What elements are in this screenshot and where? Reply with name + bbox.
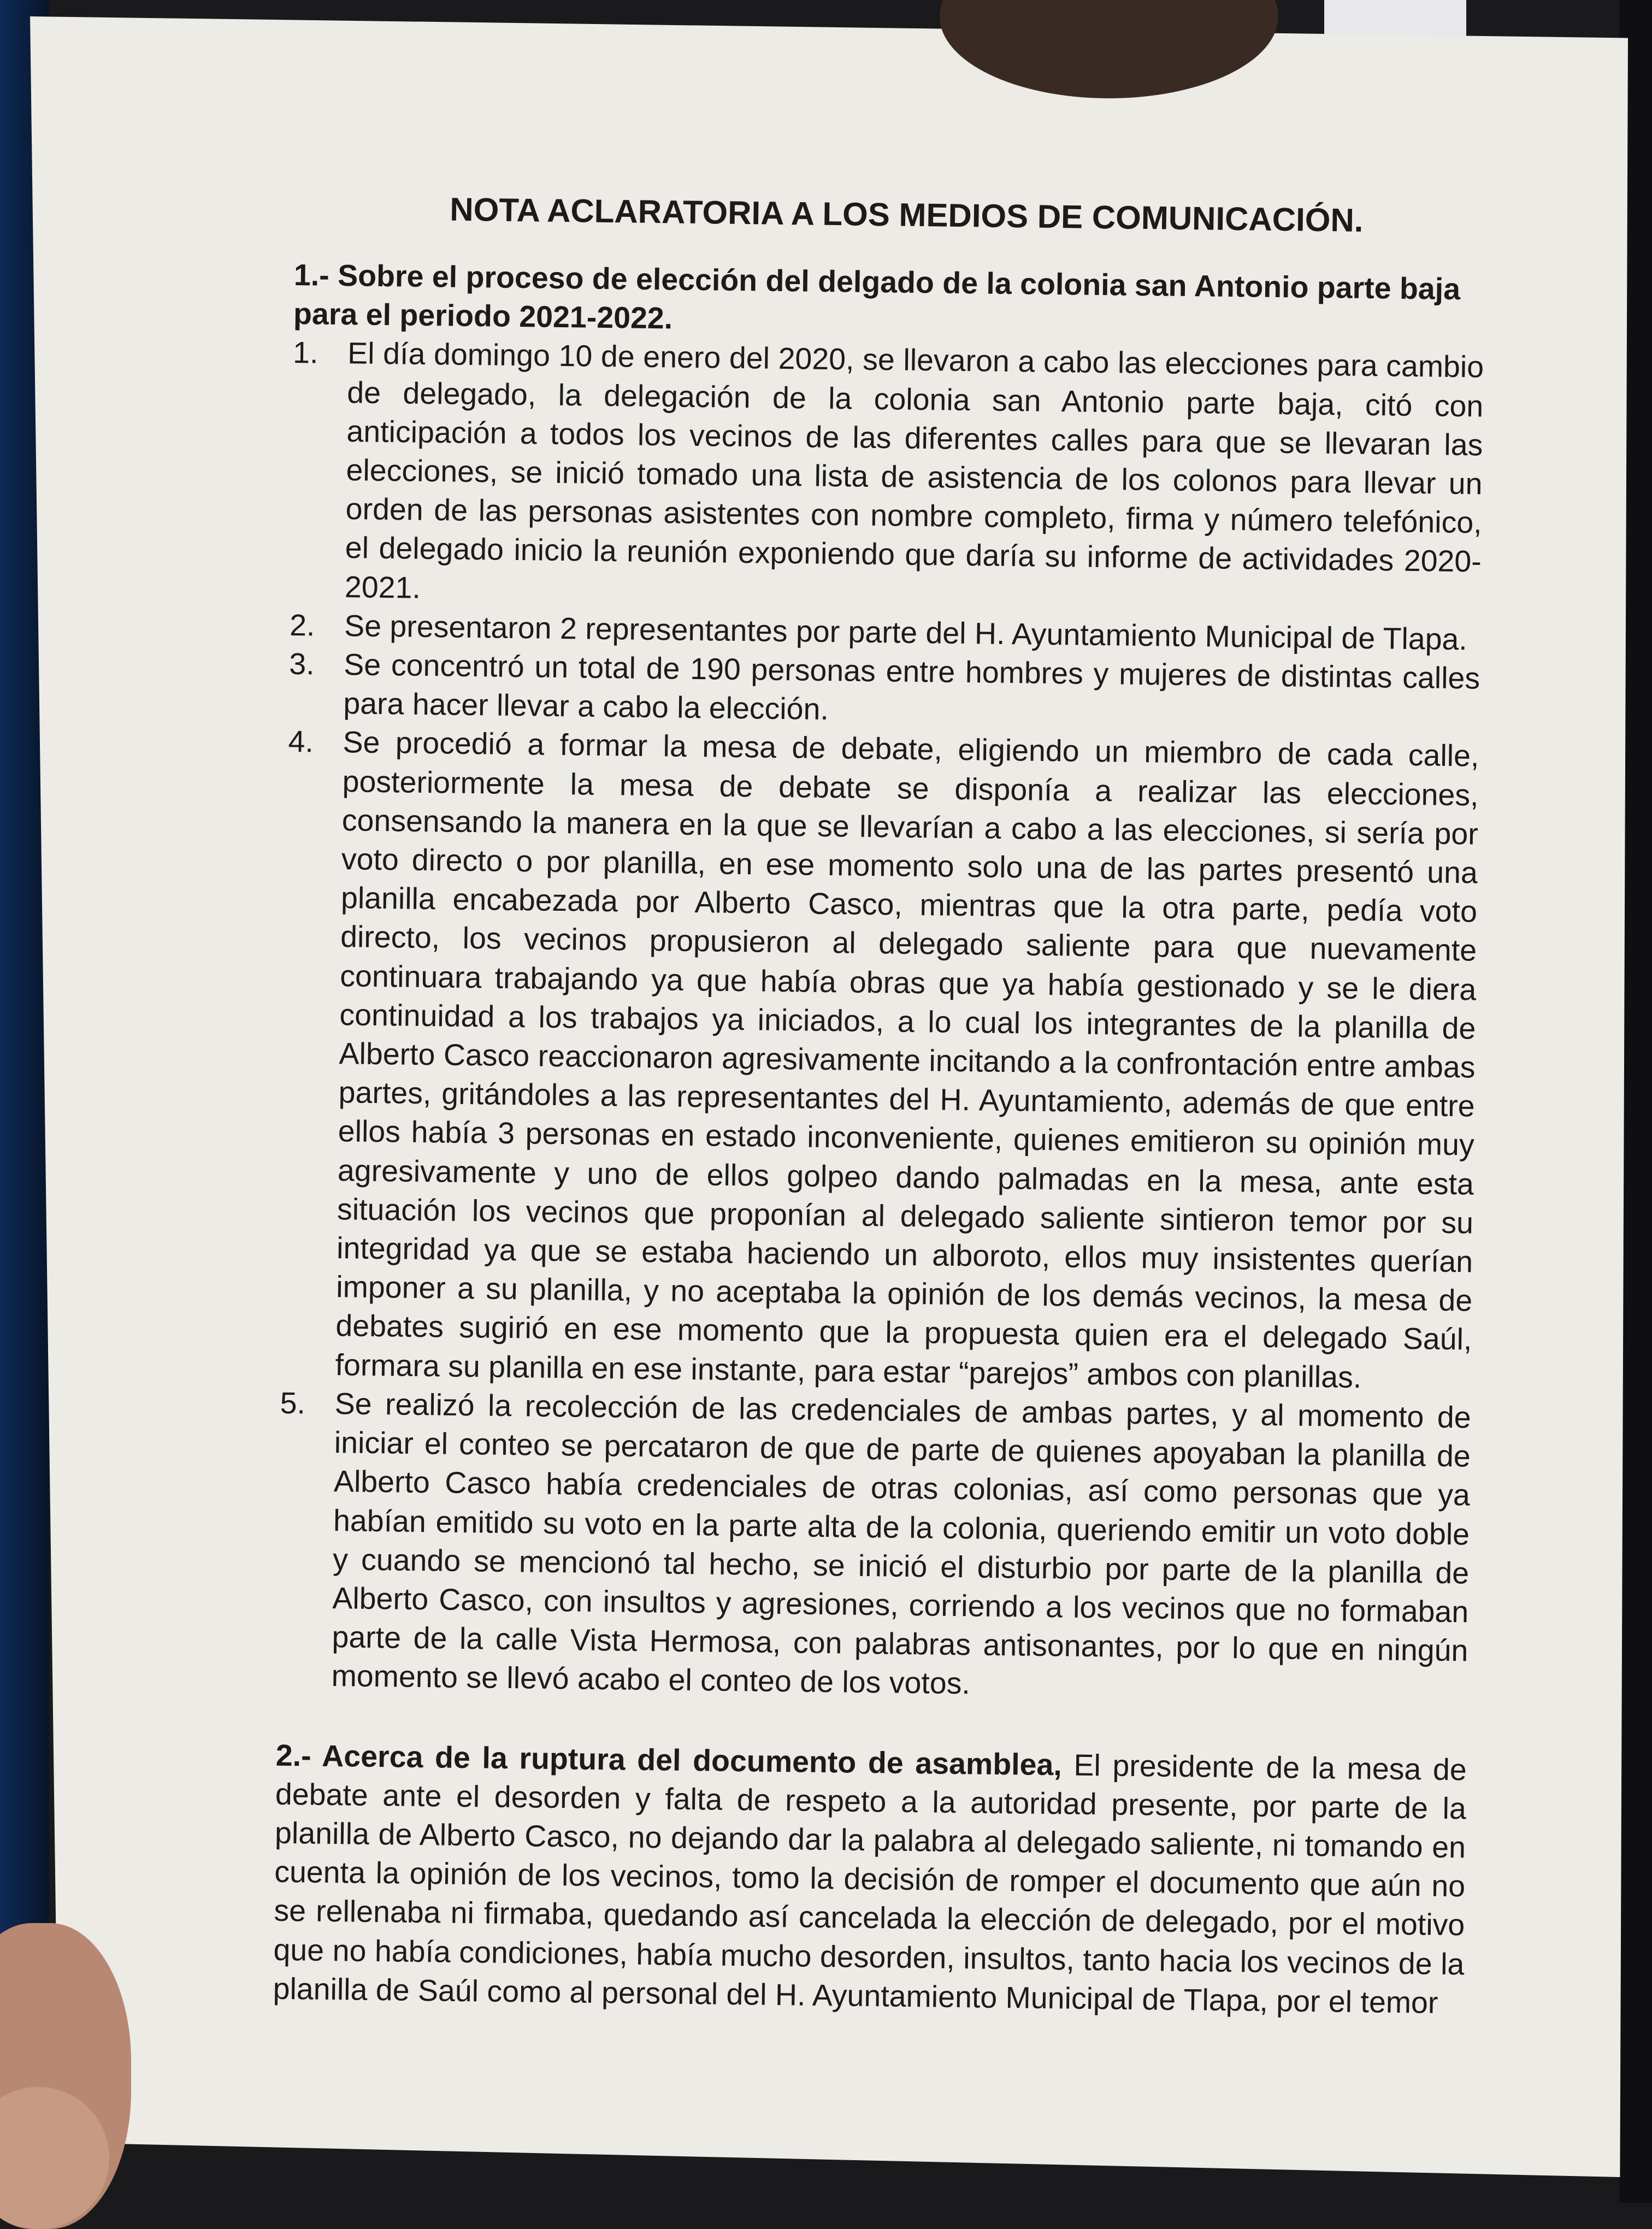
item-text: Se presentaron 2 representantes por parte del H. Ayuntamiento Municipal de Tlapa.: [344, 608, 1468, 657]
section-2-heading: 2.- Acerca de la ruptura del documento de asamblea,: [275, 1738, 1063, 1782]
item-number: 4.: [288, 724, 314, 759]
item-text: Se realizó la recolección de las credenciales de ambas partes, y al momento de iniciar el conteo se percataron de que de parte de quienes apoyaban la planilla de Alberto Casco había credenciales de otras colonias, así como personas que ya habían emitido su voto en la parte alta de la colonia, queriendo emitir un voto doble y cuando se mencionó tal hecho, se inició el disturbio por parte de la planilla de Alberto Casco, con insultos y agresiones, corriendo a los vecinos que no formaban parte de la calle Vista Hermosa, con palabras antisonantes, por lo que en ningún momento se llevó acabo el conteo de los votos.: [331, 1386, 1471, 1701]
item-list: [276, 333, 1484, 1709]
item-number: 2.: [289, 608, 315, 642]
section-2-paragraph: [273, 1736, 1467, 2022]
list-item: [288, 645, 1480, 737]
list-item: [276, 1384, 1471, 1709]
section-2-text: El presidente de la mesa de debate ante el desorden y falta de respeto a la autoridad presente, por parte de la planilla de Alberto Casco, no dejando dar la palabra al delegado saliente, ni tomando en cuenta la opinión de los vecinos, tomo la decisión de romper el documento que aún no se rellenaba ni firmaba, quedando así cancelada la elección de delegado, por el motivo que no había condiciones, había mucho desorden, insultos, tanto hacia los vecinos de la planilla de Saúl como al personal del H. Ayuntamiento Municipal de Tlapa, por el temor: [273, 1747, 1467, 2020]
document-title: NOTA ACLARATORIA A LOS MEDIOS DE COMUNICACIÓN.: [449, 191, 1364, 239]
document-body: [273, 186, 1486, 2053]
item-number: 5.: [280, 1385, 306, 1420]
item-text: Se procedió a formar la mesa de debate, eligiendo un miembro de cada calle, posteriormente la mesa de debate se disponía a realizar las elecciones, consensando la manera en la que se llevarían a cabo a las elecciones, si sería por voto directo o por planilla, en ese momento solo una de las partes presentó una planilla encabezada por Alberto Casco, mientras que la otra parte, pedía voto directo, los vecinos propusieron al delegado saliente para que nuevamente continuara trabajando ya que había obras que ya había gestionado y se le diera continuidad a los trabajos ya iniciados, a lo cual los integrantes de la planilla de Alberto Casco reaccionaron agresivamente incitando a la confrontación entre ambas partes, gritándoles a las representantes del H. Ayuntamiento, además de que entre ellos había 3 personas en estado inconveniente, quienes emitieron su opinión muy agresivamente y uno de ellos golpeo dando palmadas en la mesa, ante esta situación los vecinos que proponían al delegado saliente sintieron temor por su integridad ya que se estaba haciendo un alboroto, ellos muy insistentes querían imponer a su planilla, y no aceptaba la opinión de los demás vecinos, la mesa de debates sugirió en ese momento que la propuesta quien era el delegado Saúl, formara su planilla en ese instante, para estar “parejos” ambos con planillas.: [335, 725, 1479, 1394]
item-text: El día domingo 10 de enero del 2020, se llevaron a cabo las elecciones para cambio de delegado, la delegación de la colonia san Antonio parte baja, citó con anticipación a todos los vecinos de las diferentes calles para que se llevaran las elecciones, se inició tomado una lista de asistencia de los colonos para llevar un orden de las personas asistentes con nombre completo, firma y número telefónico, el delegado inicio la reunión exponiendo que daría su informe de actividades 2020-2021.: [344, 336, 1484, 605]
list-item: [280, 722, 1479, 1398]
list-item: [290, 333, 1484, 620]
section-1-heading: 1.- Sobre el proceso de elección del delgado de la colonia san Antonio parte baja para el periodo 2021-2022.: [293, 257, 1461, 335]
item-text: Se concentró un total de 190 personas entre hombres y mujeres de distintas calles para hacer llevar a cabo la elección.: [343, 647, 1480, 727]
item-number: 3.: [288, 646, 315, 681]
item-number: 1.: [292, 335, 318, 370]
